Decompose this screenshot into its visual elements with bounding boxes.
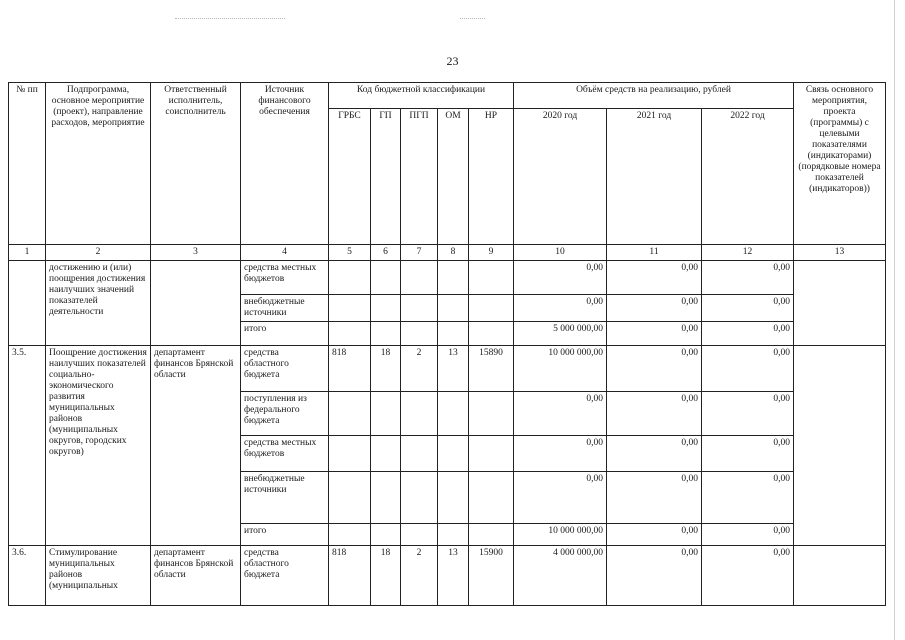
column-number: 1 [9,245,46,261]
page-number: 23 [446,54,459,68]
column-number: 13 [794,245,886,261]
link-cell [794,261,886,346]
column-number: 11 [607,245,702,261]
header-link: Связь основного мероприятия, проекта (программы) с целевыми показателями (индикаторами) (порядковые номера показателей (индикаторов)) [794,83,886,245]
column-number: 8 [438,245,469,261]
code-gp: 18 [371,546,401,606]
row-num [9,261,46,346]
header-year-2022: 2022 год [702,109,794,245]
header-nr: НР [469,109,514,245]
activity-description: достижению и (или) поощрения достижения наилучших значений показателей деятельности [46,261,151,346]
link-cell [794,346,886,546]
amount-2021: 0,00 [607,436,702,472]
amount-2020: 0,00 [514,261,607,295]
header-pgp: ПГП [401,109,438,245]
activity-description: Поощрение достижения наилучших показателей социально-экономического развития муниципальных районов (муниципальных округов, городских округов) [46,346,151,546]
column-number: 12 [702,245,794,261]
source-cell: средства областного бюджета [241,546,329,606]
source-cell: средства местных бюджетов [241,261,329,295]
column-number: 2 [46,245,151,261]
amount-2021: 0,00 [607,295,702,322]
source-cell: поступления из федерального бюджета [241,392,329,436]
amount-2021: 0,00 [607,261,702,295]
amount-2022: 0,00 [702,346,794,392]
amount-2020: 4 000 000,00 [514,546,607,606]
code-gp: 18 [371,346,401,392]
executor-cell: департамент финансов Брянской области [151,546,241,606]
amount-2021: 0,00 [607,392,702,436]
amount-2021: 0,00 [607,524,702,546]
column-number: 6 [371,245,401,261]
column-number: 3 [151,245,241,261]
amount-2020: 5 000 000,00 [514,322,607,346]
row-num: 3.5. [9,346,46,546]
scan-artifact-mark [175,18,285,20]
amount-2022: 0,00 [702,392,794,436]
budget-table [8,82,886,606]
code-nr: 15900 [469,546,514,606]
scan-artifact-mark [460,18,485,20]
amount-2021: 0,00 [607,546,702,606]
header-gp: ГП [371,109,401,245]
header-num: № пп [9,83,46,245]
column-number: 7 [401,245,438,261]
amount-2020: 0,00 [514,436,607,472]
code-pgp: 2 [401,546,438,606]
code-pgp: 2 [401,346,438,392]
amount-2020: 0,00 [514,472,607,524]
source-cell: итого [241,322,329,346]
column-number: 4 [241,245,329,261]
column-number: 5 [329,245,371,261]
column-number: 9 [469,245,514,261]
amount-2022: 0,00 [702,472,794,524]
amount-2022: 0,00 [702,546,794,606]
source-cell: внебюджетные источники [241,472,329,524]
link-cell [794,546,886,606]
activity-description: Стимулирование муниципальных районов (муниципальных [46,546,151,606]
code-nr: 15890 [469,346,514,392]
row-num: 3.6. [9,546,46,606]
source-cell: средства областного бюджета [241,346,329,392]
amount-2022: 0,00 [702,295,794,322]
amount-2021: 0,00 [607,322,702,346]
scan-edge-line [894,0,895,640]
table-row [9,261,886,295]
executor-cell [151,261,241,346]
amount-2022: 0,00 [702,524,794,546]
code-grbs: 818 [329,346,371,392]
header-source: Источник финансового обеспечения [241,83,329,245]
source-cell: внебюджетные источники [241,295,329,322]
header-volume: Объём средств на реализацию, рублей [514,83,794,109]
amount-2021: 0,00 [607,346,702,392]
table-row [9,346,886,392]
source-cell: итого [241,524,329,546]
header-year-2020: 2020 год [514,109,607,245]
column-number: 10 [514,245,607,261]
table-row [9,546,886,606]
header-bcc: Код бюджетной классификации [329,83,514,109]
source-cell: средства местных бюджетов [241,436,329,472]
header-year-2021: 2021 год [607,109,702,245]
amount-2022: 0,00 [702,436,794,472]
amount-2021: 0,00 [607,472,702,524]
amount-2022: 0,00 [702,322,794,346]
code-om: 13 [438,546,469,606]
amount-2020: 10 000 000,00 [514,346,607,392]
header-row [9,83,886,109]
column-number-row [9,245,886,261]
executor-cell: департамент финансов Брянской области [151,346,241,546]
amount-2022: 0,00 [702,261,794,295]
amount-2020: 10 000 000,00 [514,524,607,546]
header-subprogram: Подпрограмма, основное мероприятие (проект), направление расходов, мероприятие [46,83,151,245]
header-om: ОМ [438,109,469,245]
header-executor: Ответственный исполнитель, соисполнитель [151,83,241,245]
amount-2020: 0,00 [514,295,607,322]
header-grbs: ГРБС [329,109,371,245]
code-grbs: 818 [329,546,371,606]
amount-2020: 0,00 [514,392,607,436]
code-om: 13 [438,346,469,392]
